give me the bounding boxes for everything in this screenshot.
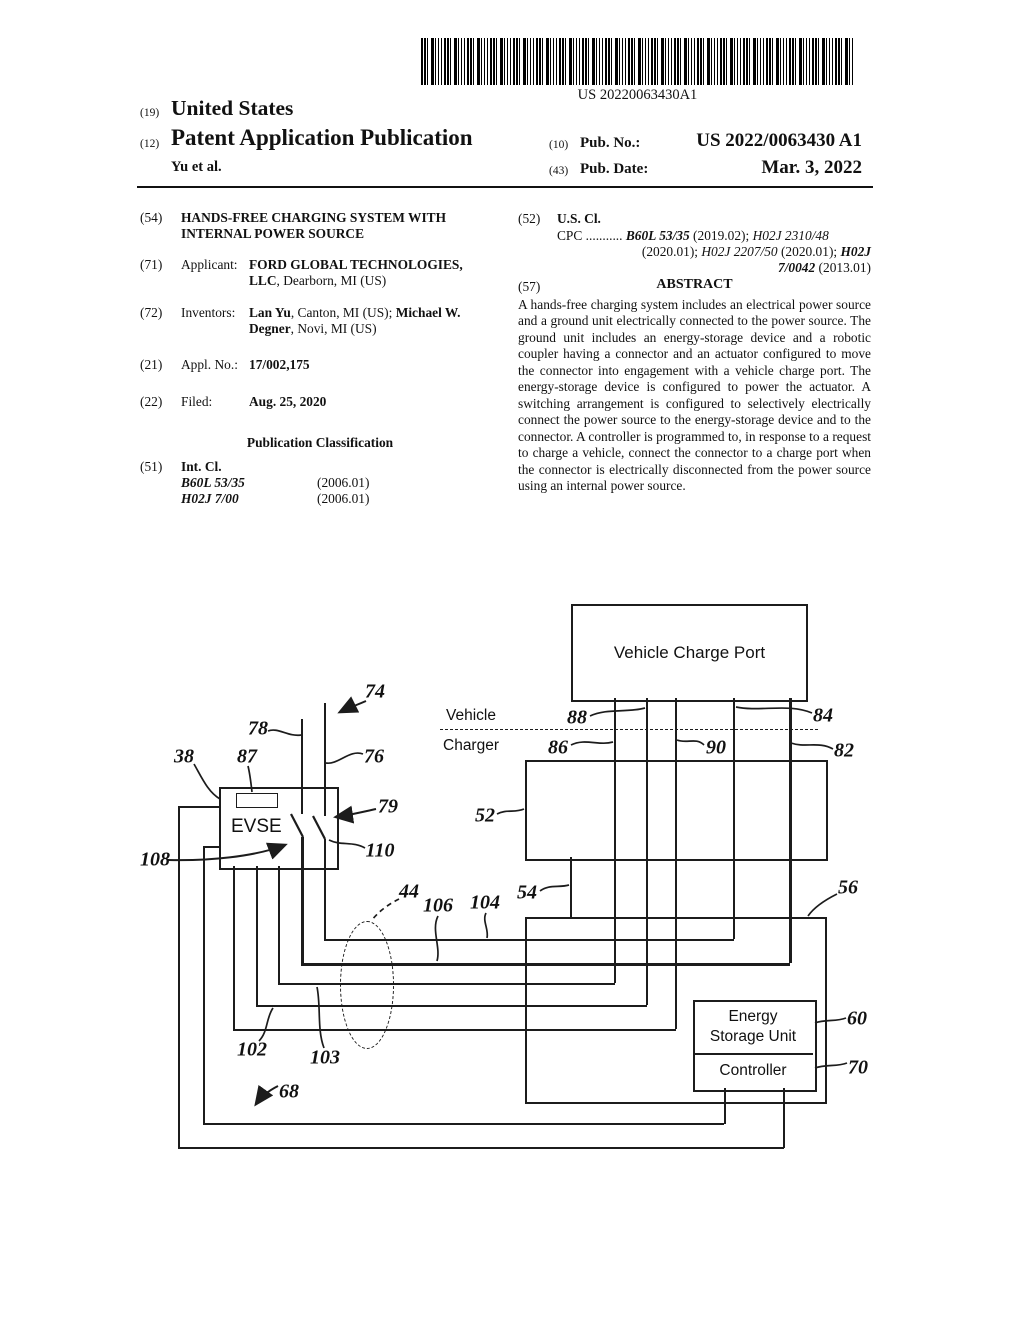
- applicant-location: , Dearborn, MI (US): [276, 272, 387, 288]
- barcode-text: US 20220063430A1: [577, 87, 698, 103]
- cpc-class-3: H02J 2207/50: [701, 244, 778, 259]
- ref-label-87: 87: [237, 745, 257, 768]
- wire: [278, 983, 615, 985]
- application-number-field: [181, 357, 511, 373]
- ref-label-110: 110: [365, 839, 395, 862]
- applicant-name: FORD GLOBAL TECHNOLOGIES,: [249, 257, 463, 272]
- leader-78: [268, 730, 301, 735]
- cpc-class-1: B60L 53/35: [625, 228, 690, 243]
- leader-88: [590, 708, 645, 716]
- leader-54: [540, 885, 569, 891]
- cpc-class-4b: 7/0042: [778, 260, 816, 275]
- ref-label-88: 88: [567, 706, 587, 729]
- leader-38: [194, 764, 220, 799]
- applicant-field: [181, 257, 511, 289]
- abstract-text: A hands-free charging system includes an electrical power source and a ground unit electrically connected to the power source. The ground unit includes an energy-storage device and a robotic coupler having a connector and an actuator configured to move the connector into engagement with a vehicle charge port. The energy-storage device is configured to power the actuator. A switching arrangement is configured to selectively electrically connect the power source to the energy-storage device and to the connector. A controller is programmed to, in response to a request to charge a vehicle, connect the connector to a charge port when the connector is electrically disconnected from the power source using an internal power source.: [518, 297, 871, 493]
- int-cl-row-2: [181, 491, 511, 507]
- wire: [646, 698, 648, 1005]
- ref-label-68: 68: [279, 1080, 299, 1103]
- ref-label-60: 60: [847, 1007, 867, 1030]
- int-cl-row-1: [181, 475, 511, 491]
- ref-label-106: 106: [423, 894, 453, 917]
- charger-side-label: Charger: [443, 737, 499, 754]
- publication-classification-heading: Publication Classification: [246, 435, 394, 450]
- wire: [278, 866, 280, 983]
- leader-104: [485, 913, 488, 938]
- us-cl-label: U.S. Cl.: [557, 211, 601, 226]
- cpc-class-1-version: (2019.02);: [689, 228, 753, 243]
- evse-label: EVSE: [231, 816, 282, 837]
- pub-no-label: Pub. No.:: [580, 135, 641, 151]
- inventor-2-name-a: Michael W.: [395, 305, 461, 320]
- wire: [233, 866, 235, 1030]
- wire: [733, 698, 735, 939]
- vehicle-charge-port-box: Vehicle Charge Port: [571, 604, 808, 702]
- title-line-1: HANDS-FREE CHARGING SYSTEM WITH: [181, 210, 447, 225]
- wire: [203, 846, 205, 1124]
- applicant-name-2: LLC: [249, 272, 277, 288]
- leader-84: [736, 707, 812, 713]
- wire: [203, 1123, 724, 1125]
- int-cl-label: Int. Cl.: [181, 459, 222, 474]
- leader-52: [497, 809, 524, 814]
- wire: [178, 806, 180, 1148]
- barcode: [421, 38, 854, 85]
- kind-code-19: (19): [140, 107, 160, 119]
- wire: [324, 839, 326, 939]
- vehicle-charger-interface-line: [440, 729, 818, 730]
- wire: [301, 963, 790, 966]
- field-54-code: (54): [140, 210, 163, 225]
- filed-label: Filed:: [181, 394, 213, 409]
- esu-label-line-2: Storage Unit: [709, 1027, 797, 1045]
- kind-code-43: (43): [549, 165, 569, 177]
- wire: [789, 698, 792, 963]
- ref-label-76: 76: [364, 745, 384, 768]
- title-line-2: INTERNAL POWER SOURCE: [181, 225, 365, 241]
- cpc-class-2: H02J 2310/48: [752, 228, 829, 243]
- cpc-l3b: (2013.01): [815, 260, 871, 275]
- field-57-code: (57): [518, 279, 541, 294]
- kind-code-12: (12): [140, 138, 160, 150]
- appl-no-value: 17/002,175: [249, 357, 310, 372]
- inventor-2-name-b: Degner: [249, 320, 291, 336]
- wire: [203, 846, 219, 848]
- int-cl-2-version: (2006.01): [317, 491, 370, 506]
- leader-103: [317, 987, 324, 1048]
- wire: [233, 1029, 676, 1031]
- ref-label-44: 44: [399, 880, 419, 903]
- energy-storage-unit-label: [695, 1002, 811, 1051]
- field-22-code: (22): [140, 394, 163, 409]
- int-cl-2-class: H02J 7/00: [181, 491, 239, 506]
- wire-connector-54: [570, 857, 572, 917]
- field-51-code: (51): [140, 459, 163, 474]
- ref-label-84: 84: [813, 704, 833, 727]
- ref-label-102: 102: [237, 1038, 267, 1061]
- field-52-code: (52): [518, 211, 541, 226]
- ref-label-78: 78: [248, 717, 268, 740]
- int-cl-1-version: (2006.01): [317, 475, 370, 490]
- leader-arrow-74: [340, 701, 366, 712]
- inventor-2-location: , Novi, MI (US): [290, 320, 377, 336]
- ref-label-108: 108: [140, 848, 170, 871]
- leader-44: [372, 899, 399, 920]
- leader-56: [808, 894, 837, 916]
- wire: [256, 1005, 647, 1007]
- leader-arrow-68: [256, 1086, 278, 1104]
- pub-date-value: Mar. 3, 2022: [761, 157, 862, 178]
- cpc-class-4: H02J: [840, 244, 871, 259]
- wire: [256, 866, 258, 1005]
- inventor-1-name: Lan Yu: [249, 305, 291, 320]
- field-72-code: (72): [140, 305, 163, 320]
- esu-label-line-1: Energy: [728, 1008, 778, 1026]
- authors: Yu et al.: [171, 159, 222, 175]
- cpc-line-1: [557, 228, 873, 244]
- wire: [324, 939, 734, 941]
- inventors-field: [181, 305, 521, 337]
- filed-date: Aug. 25, 2020: [249, 394, 327, 409]
- ref-label-38: 38: [174, 745, 194, 768]
- kind-code-10: (10): [549, 139, 569, 151]
- cpc-line-2: [518, 244, 871, 260]
- field-71-code: (71): [140, 257, 163, 272]
- vehicle-side-label: Vehicle: [446, 707, 496, 724]
- ref-label-82: 82: [834, 739, 854, 762]
- cpc-lead: CPC ...........: [557, 228, 623, 243]
- ref-label-104: 104: [470, 891, 500, 914]
- ref-label-103: 103: [310, 1046, 340, 1069]
- ref-label-90: 90: [706, 736, 726, 759]
- ref-label-56: 56: [838, 876, 858, 899]
- cpc-l2b: (2020.01);: [777, 244, 841, 259]
- ref-label-86: 86: [548, 736, 568, 759]
- controller-label: Controller: [719, 1061, 787, 1079]
- publication-type: Patent Application Publication: [171, 125, 473, 150]
- ref-label-74: 74: [365, 680, 385, 703]
- wire: [783, 1088, 785, 1148]
- header-divider: [137, 186, 873, 188]
- leader-82: [791, 743, 833, 749]
- wire: [724, 1088, 726, 1124]
- pub-no-value: US 2022/0063430 A1: [696, 130, 862, 151]
- ref-label-52: 52: [475, 804, 495, 827]
- leader-76: [326, 753, 363, 763]
- leader-86: [571, 742, 613, 745]
- applicant-label: Applicant:: [181, 257, 238, 272]
- ref-label-70: 70: [848, 1056, 868, 1079]
- wire-cable-conductor-78: [301, 719, 303, 814]
- leader-102: [259, 1008, 273, 1041]
- field-21-code: (21): [140, 357, 163, 372]
- wire: [301, 837, 304, 963]
- inventor-1-location: , Canton, MI (US);: [290, 305, 396, 320]
- wire: [675, 698, 677, 1029]
- leader-90: [677, 740, 704, 745]
- ref-label-54: 54: [517, 881, 537, 904]
- inventors-label: Inventors:: [181, 305, 236, 320]
- abstract-heading: ABSTRACT: [656, 277, 733, 292]
- wire: [178, 806, 219, 808]
- country-name: United States: [171, 96, 294, 120]
- ref-label-79: 79: [378, 795, 398, 818]
- leader-arrow-79: [336, 809, 376, 817]
- filed-field: [181, 394, 511, 410]
- cpc-l2a: (2020.01);: [641, 244, 702, 259]
- int-cl-1-class: B60L 53/35: [181, 475, 245, 490]
- wire-cable-conductor-76: [324, 703, 326, 816]
- appl-no-label: Appl. No.:: [181, 357, 238, 372]
- evse-indicator-box-87: [236, 793, 278, 808]
- pub-date-label: Pub. Date:: [580, 161, 649, 177]
- invention-title: [181, 210, 511, 242]
- cpc-line-3: [518, 260, 871, 276]
- wire: [178, 1147, 784, 1149]
